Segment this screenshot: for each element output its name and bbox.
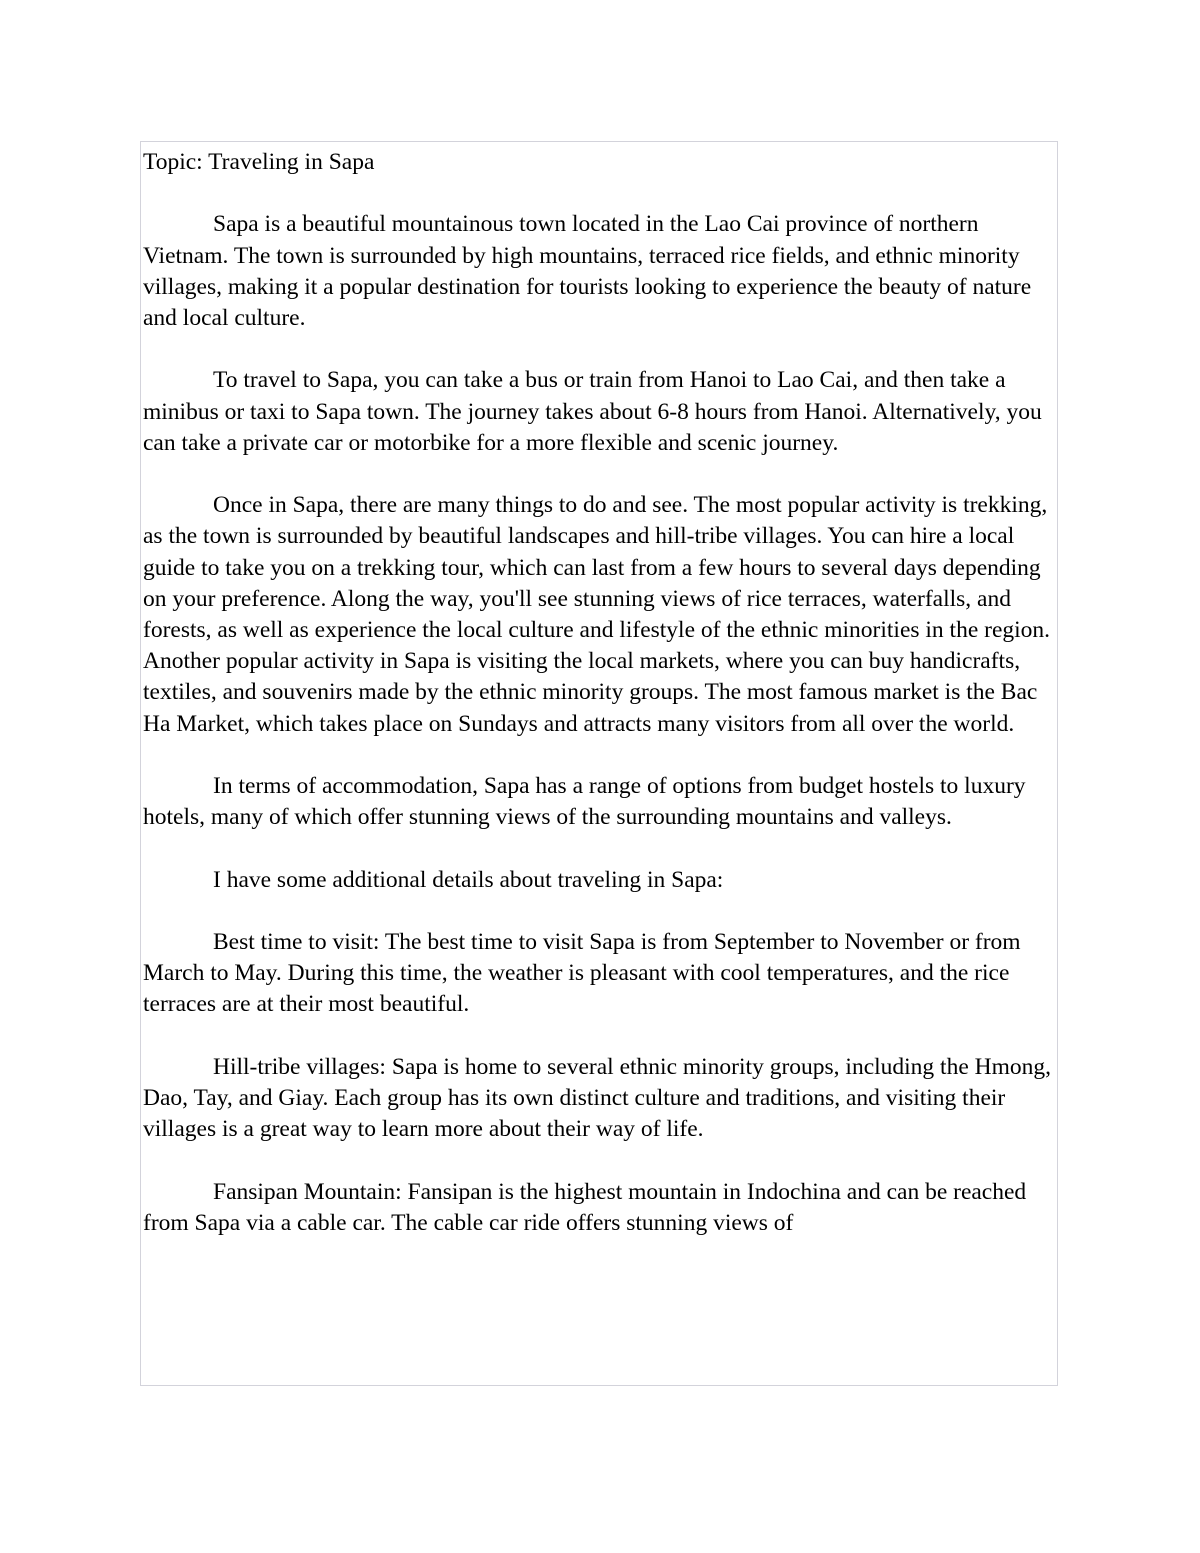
paragraph-fansipan: Fansipan Mountain: Fansipan is the highest mountain in Indochina and can be reached from Sapa via a cable car. The cable car ride offers stunning views of xyxy=(143,1178,1027,1236)
paragraph-additional-details: I have some additional details about traveling in Sapa: xyxy=(213,866,724,893)
paragraph-accommodation: In terms of accommodation, Sapa has a range of options from budget hostels to luxury hotels, many of which offer stunning views of the surrounding mountains and valleys. xyxy=(143,773,1026,831)
paragraph-activities: Once in Sapa, there are many things to do and see. The most popular activity is trekking, as the town is surrounded by beautiful landscapes and hill-tribe villages. You can hire a local guide to take you on a trekking tour, which can last from a few hours to several days depending on your preference. Along the way, you'll see stunning views of rice terraces, waterfalls, and forests, as well as experience the local culture and lifestyle of the ethnic minorities in the region. Another popular activity in Sapa is visiting the local markets, where you can buy handicrafts, textiles, and souvenirs made by the ethnic minority groups. The most famous market is the Bac Ha Market, which takes place on Sundays and attracts many visitors from all over the world. xyxy=(143,492,1051,737)
paragraph-best-time: Best time to visit: The best time to visit Sapa is from September to November or from March to May. During this time, the weather is pleasant with cool temperatures, and the rice terraces are at their most beautiful. xyxy=(143,928,1021,1018)
paragraph-getting-there: To travel to Sapa, you can take a bus or train from Hanoi to Lao Cai, and then take a minibus or taxi to Sapa town. The journey takes about 6-8 hours from Hanoi. Alternatively, you can take a private car or motorbike for a more flexible and scenic journey. xyxy=(143,367,1042,456)
document-title: Topic: Traveling in Sapa xyxy=(143,149,375,175)
document-body xyxy=(143,147,1058,1239)
text-frame xyxy=(140,141,1058,1386)
paragraph-sapa-intro: Sapa is a beautiful mountainous town located in the Lao Cai province of northern Vietnam. The town is surrounded by high mountains, terraced rice fields, and ethnic minority villages, making it a popular destination for tourists looking to experience the beauty of nature and local culture. xyxy=(143,211,1032,331)
paragraph-hill-tribe-villages: Hill-tribe villages: Sapa is home to several ethnic minority groups, including the Hmong, Dao, Tay, and Giay. Each group has its own distinct culture and traditions, and visiting their villages is a great way to learn more about their way of life. xyxy=(143,1053,1052,1143)
